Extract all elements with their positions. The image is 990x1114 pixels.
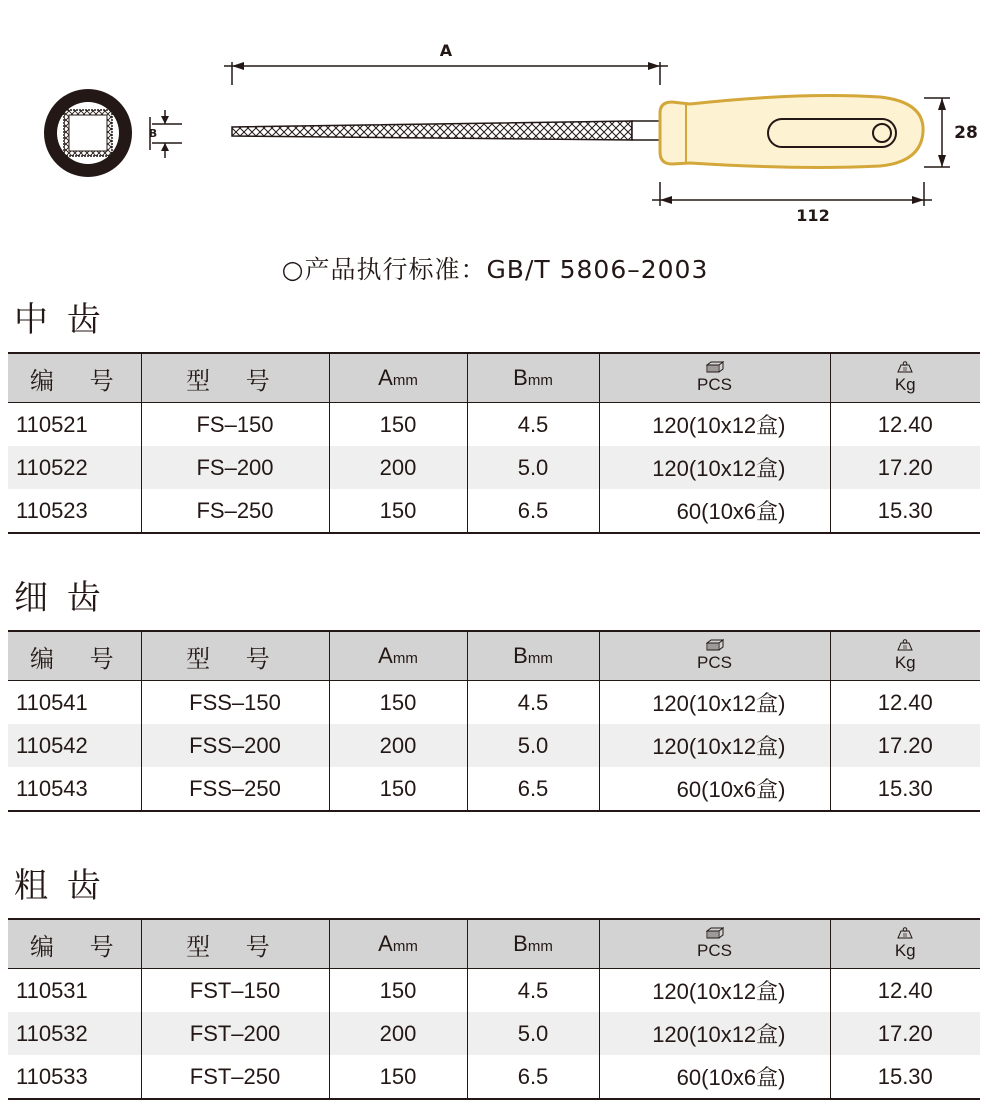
cell-model: FST–200: [141, 1012, 329, 1055]
table-row: [8, 1012, 980, 1055]
carton-box-icon: [706, 638, 724, 652]
cell-pcs: 120(10x12盒): [599, 724, 830, 767]
header-a: [329, 631, 467, 681]
header-pcs: [599, 919, 830, 969]
header-b-main: B: [513, 365, 528, 390]
cell-pcs: 60(10x6盒): [599, 767, 830, 811]
cell-code: 110521: [8, 403, 141, 447]
table-row: [8, 446, 980, 489]
header-code: 编 号: [8, 631, 141, 681]
header-b-unit: mm: [527, 650, 553, 667]
table-header-row: [8, 353, 980, 403]
table-header-row: [8, 631, 980, 681]
cell-kg: 15.30: [830, 489, 980, 533]
header-kg: [830, 353, 980, 403]
cell-b: 6.5: [467, 489, 599, 533]
section-fine-teeth: [8, 578, 980, 812]
section-coarse-teeth: [8, 866, 980, 1100]
cell-model: FSS–200: [141, 724, 329, 767]
header-b: [467, 631, 599, 681]
cell-model: FSS–150: [141, 681, 329, 725]
cell-code: 110523: [8, 489, 141, 533]
cell-model: FS–250: [141, 489, 329, 533]
header-a-main: A: [378, 365, 393, 390]
cell-code: 110522: [8, 446, 141, 489]
cell-b: 5.0: [467, 446, 599, 489]
header-code: 编 号: [8, 919, 141, 969]
product-standard: ○产品执行标准：GB/T 5806–2003: [281, 255, 709, 284]
cell-kg: 15.30: [830, 1055, 980, 1099]
cell-code: 110541: [8, 681, 141, 725]
cell-pcs: 120(10x12盒): [599, 403, 830, 447]
header-a-main: A: [378, 643, 393, 668]
dim-handle-label: 112: [796, 206, 830, 225]
header-a-main: A: [378, 931, 393, 956]
section-title: 细 齿: [14, 578, 105, 618]
cell-a: 150: [329, 403, 467, 447]
cell-pcs: 60(10x6盒): [599, 489, 830, 533]
cell-a: 200: [329, 724, 467, 767]
cell-pcs: 120(10x12盒): [599, 681, 830, 725]
file-cross-section-icon: [44, 89, 132, 177]
dim-height-label: 28: [954, 123, 978, 143]
header-a: [329, 353, 467, 403]
weight-icon: [896, 638, 914, 652]
cell-code: 110543: [8, 767, 141, 811]
header-pcs-label: PCS: [697, 941, 732, 960]
section-title: 中 齿: [14, 300, 105, 340]
table-row: [8, 767, 980, 811]
section-medium-teeth: [8, 300, 980, 534]
cell-a: 150: [329, 489, 467, 533]
header-pcs-label: PCS: [697, 653, 732, 672]
cell-a: 150: [329, 1055, 467, 1099]
cell-b: 4.5: [467, 969, 599, 1013]
triangular-file-icon: [232, 96, 923, 168]
dimension-a: [224, 41, 668, 85]
carton-box-icon: [706, 926, 724, 940]
table-header-row: [8, 919, 980, 969]
header-pcs-label: PCS: [697, 375, 732, 394]
table-row: [8, 1055, 980, 1099]
cell-code: 110542: [8, 724, 141, 767]
carton-box-icon: [706, 360, 724, 374]
header-code: 编 号: [8, 353, 141, 403]
table-row: [8, 403, 980, 447]
cell-kg: 17.20: [830, 724, 980, 767]
cell-pcs: 120(10x12盒): [599, 969, 830, 1013]
table-row: [8, 681, 980, 725]
header-kg-label: Kg: [894, 375, 916, 394]
cell-a: 150: [329, 681, 467, 725]
cell-code: 110531: [8, 969, 141, 1013]
dim-b-label: B: [148, 127, 158, 140]
spec-table: [8, 630, 980, 812]
cell-b: 4.5: [467, 403, 599, 447]
cell-b: 6.5: [467, 767, 599, 811]
header-b-main: B: [513, 643, 528, 668]
cell-b: 4.5: [467, 681, 599, 725]
spec-table: [8, 918, 980, 1100]
cell-kg: 12.40: [877, 411, 933, 437]
dimension-height: [924, 98, 978, 167]
cell-b: 6.5: [467, 1055, 599, 1099]
cell-kg: 17.20: [830, 446, 980, 489]
cell-model: FS–150: [141, 403, 329, 447]
cell-model: FSS–250: [141, 767, 329, 811]
cell-kg: 12.40: [877, 977, 933, 1003]
cell-model: FS–200: [141, 446, 329, 489]
header-a: [329, 919, 467, 969]
cell-kg: 12.40: [877, 689, 933, 715]
header-b-unit: mm: [527, 372, 553, 389]
header-model: 型 号: [141, 353, 329, 403]
header-kg: [830, 631, 980, 681]
cell-kg: 15.30: [830, 767, 980, 811]
header-model: 型 号: [141, 631, 329, 681]
cell-model: FST–250: [141, 1055, 329, 1099]
spec-table: [8, 352, 980, 534]
header-b-main: B: [513, 931, 528, 956]
cell-pcs: 60(10x6盒): [599, 1055, 830, 1099]
cell-b: 5.0: [467, 724, 599, 767]
cell-a: 200: [329, 446, 467, 489]
cell-a: 150: [329, 767, 467, 811]
header-kg-label: Kg: [894, 941, 916, 960]
dimension-handle: [652, 182, 932, 225]
table-row: [8, 489, 980, 533]
cell-a: 150: [329, 969, 467, 1013]
cell-code: 110533: [8, 1055, 141, 1099]
header-b-unit: mm: [527, 938, 553, 955]
dim-a-label: A: [439, 41, 453, 60]
cell-kg: 17.20: [830, 1012, 980, 1055]
cell-code: 110532: [8, 1012, 141, 1055]
dimension-b: [149, 110, 182, 158]
header-a-unit: mm: [392, 372, 418, 389]
header-a-unit: mm: [392, 650, 418, 667]
cell-a: 200: [329, 1012, 467, 1055]
header-model: 型 号: [141, 919, 329, 969]
header-pcs: [599, 631, 830, 681]
header-b: [467, 919, 599, 969]
cell-b: 5.0: [467, 1012, 599, 1055]
section-title: 粗 齿: [14, 866, 105, 906]
header-kg-label: Kg: [894, 653, 916, 672]
cell-pcs: 120(10x12盒): [599, 1012, 830, 1055]
table-row: [8, 969, 980, 1013]
product-drawing: [0, 0, 990, 240]
weight-icon: [896, 360, 914, 374]
weight-icon: [896, 926, 914, 940]
cell-pcs: 120(10x12盒): [599, 446, 830, 489]
header-pcs: [599, 353, 830, 403]
cell-model: FST–150: [141, 969, 329, 1013]
header-a-unit: mm: [392, 938, 418, 955]
header-b: [467, 353, 599, 403]
table-row: [8, 724, 980, 767]
header-kg: [830, 919, 980, 969]
